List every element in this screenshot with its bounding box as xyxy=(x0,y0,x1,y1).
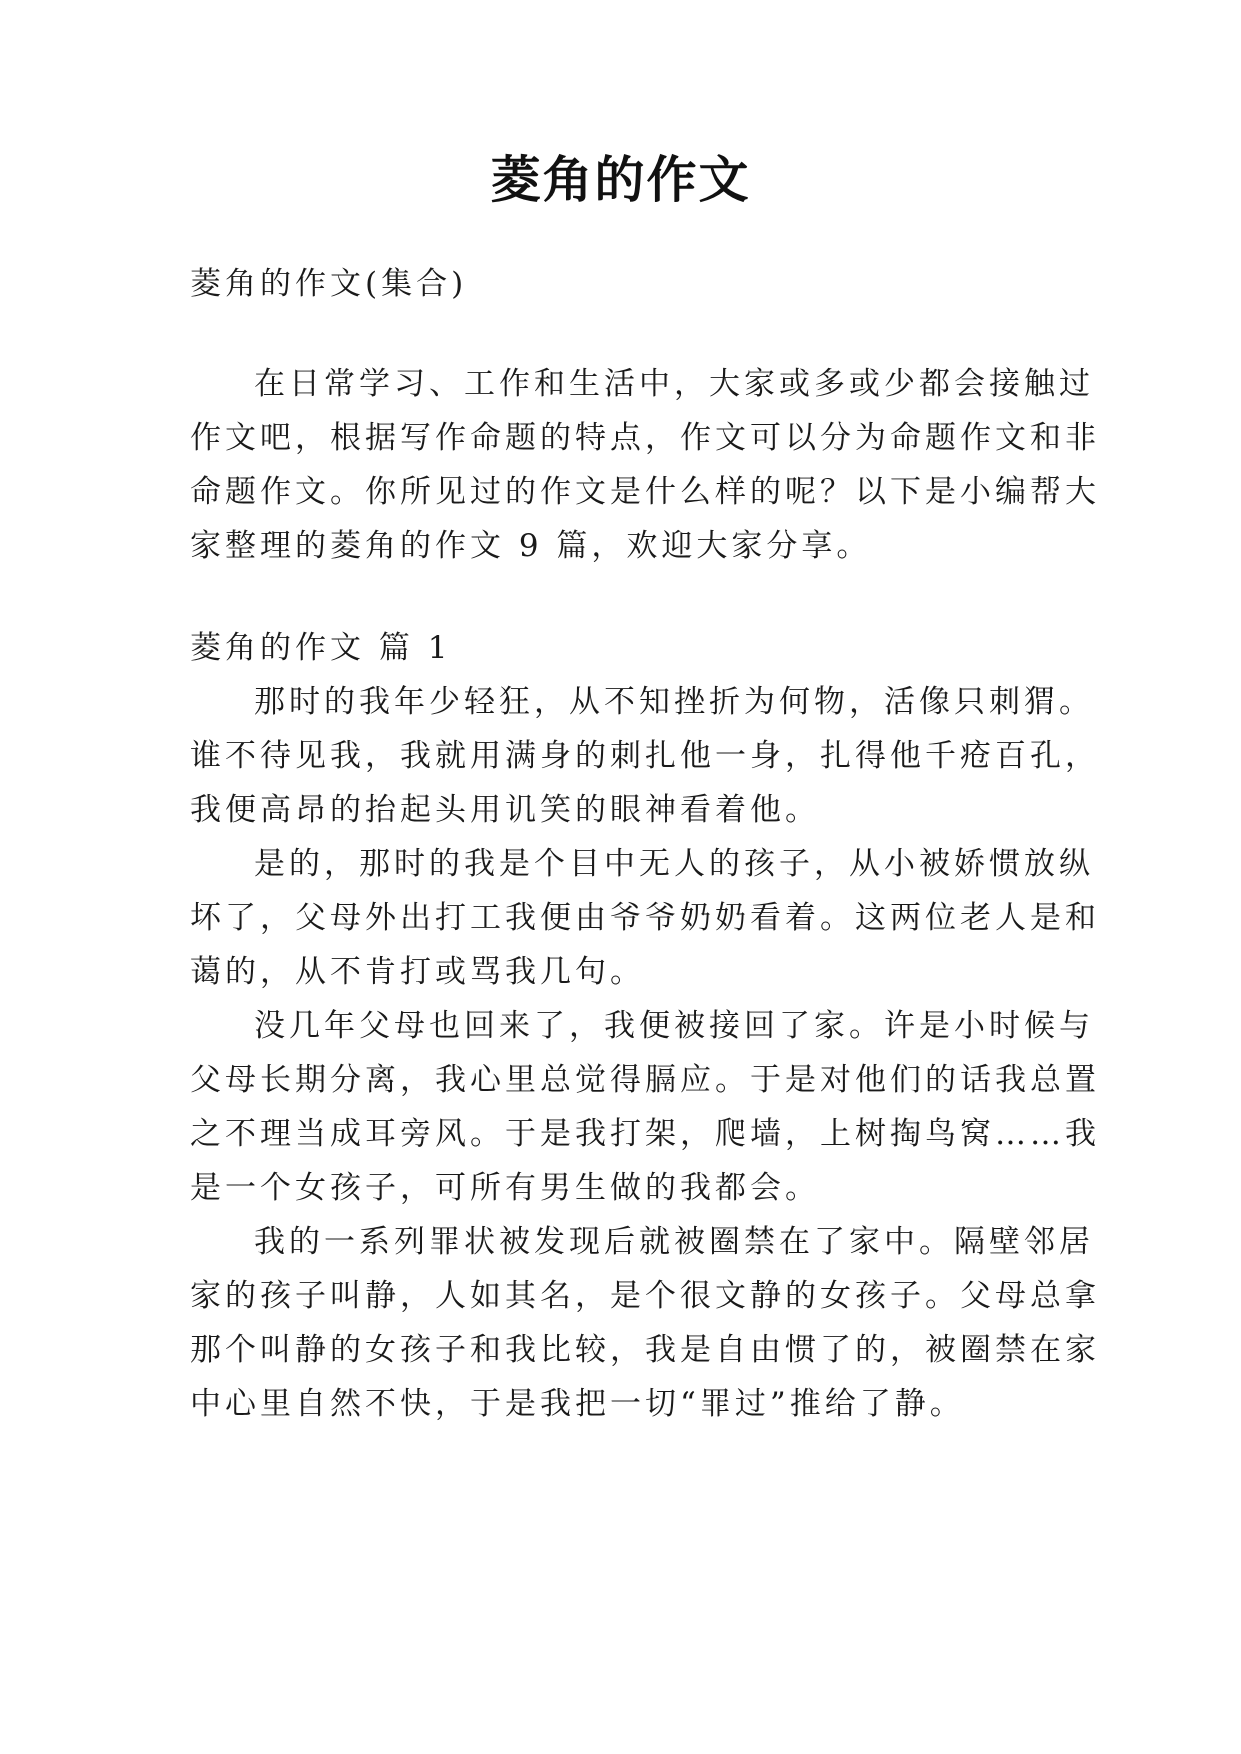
section-heading: 菱角的作文 篇 1 xyxy=(190,630,452,666)
paragraph-line: 蔼的，从不肯打或骂我几句。 xyxy=(190,954,645,990)
intro-line: 在日常学习、工作和生活中，大家或多或少都会接触过 xyxy=(254,366,1094,402)
paragraph-line: 没几年父母也回来了，我便被接回了家。许是小时候与 xyxy=(254,1008,1094,1044)
paragraph-line: 我便高昂的抬起头用讥笑的眼神看着他。 xyxy=(190,792,820,828)
paragraph-line: 中心里自然不快，于是我把一切“罪过”推给了静。 xyxy=(190,1386,965,1422)
paragraph-line: 谁不待见我，我就用满身的刺扎他一身，扎得他千疮百孔， xyxy=(190,738,1100,774)
document-subtitle: 菱角的作文(集合) xyxy=(190,266,468,302)
paragraph-line: 那个叫静的女孩子和我比较，我是自由惯了的，被圈禁在家 xyxy=(190,1332,1100,1368)
paragraph-line: 父母长期分离，我心里总觉得膈应。于是对他们的话我总置 xyxy=(190,1062,1100,1098)
intro-line: 命题作文。你所见过的作文是什么样的呢？以下是小编帮大 xyxy=(190,474,1100,510)
intro-line: 作文吧，根据写作命题的特点，作文可以分为命题作文和非 xyxy=(190,420,1100,456)
paragraph-line: 家的孩子叫静，人如其名，是个很文静的女孩子。父母总拿 xyxy=(190,1278,1100,1314)
paragraph-line: 是一个女孩子，可所有男生做的我都会。 xyxy=(190,1170,820,1206)
paragraph-line: 那时的我年少轻狂，从不知挫折为何物，活像只刺猬。 xyxy=(254,684,1094,720)
paragraph-line: 是的，那时的我是个目中无人的孩子，从小被娇惯放纵 xyxy=(254,846,1094,882)
paragraph-line: 之不理当成耳旁风。于是我打架，爬墙，上树掏鸟窝……我 xyxy=(190,1116,1100,1152)
paragraph-line: 坏了，父母外出打工我便由爷爷奶奶看着。这两位老人是和 xyxy=(190,900,1100,936)
intro-line: 家整理的菱角的作文 9 篇，欢迎大家分享。 xyxy=(190,528,872,564)
page-title: 菱角的作文 xyxy=(490,150,751,209)
paragraph-line: 我的一系列罪状被发现后就被圈禁在了家中。隔壁邻居 xyxy=(254,1224,1094,1260)
